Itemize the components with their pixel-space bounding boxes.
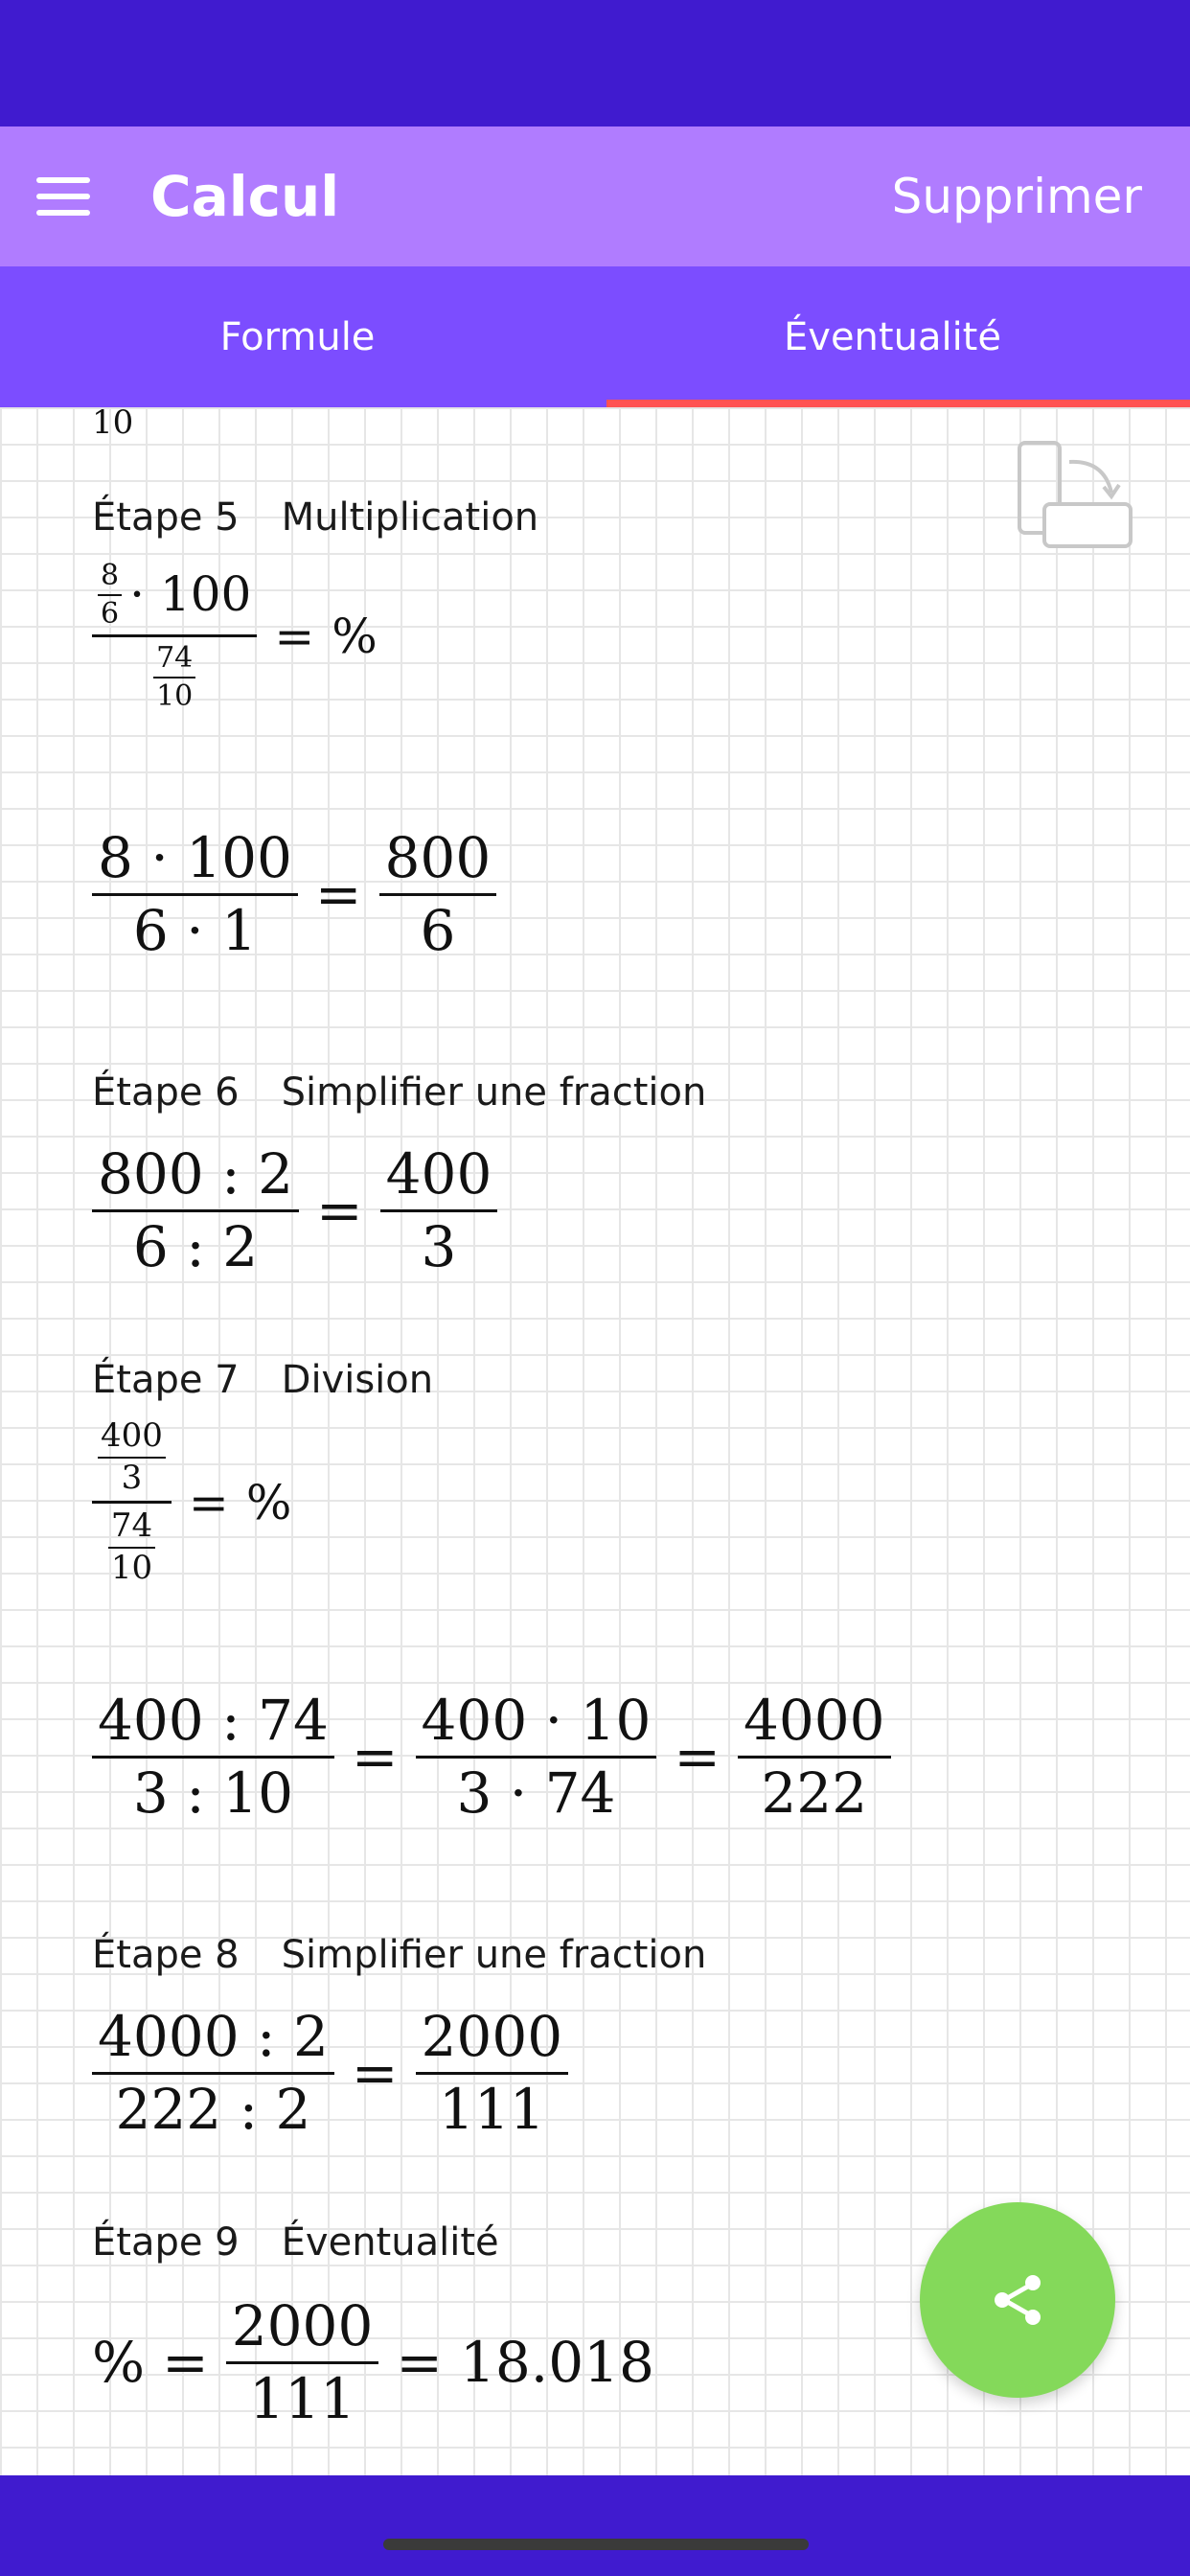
step-5-equation-2 (92, 825, 496, 963)
app-bar (0, 126, 1190, 266)
equals-sign: = (316, 1178, 363, 1244)
step-label: Étape 9 (92, 2220, 240, 2265)
status-bar (0, 0, 1190, 126)
fraction-denominator: 222 : 2 (115, 2076, 311, 2142)
step-7-equation-2 (92, 1688, 891, 1826)
step-7-header (92, 1358, 433, 1402)
tab-bar (0, 266, 1190, 407)
fraction-numerator: 800 : 2 (92, 1145, 299, 1212)
step-title: Division (281, 1358, 434, 1402)
equals-sign: = (396, 2330, 443, 2396)
fraction-numerator: 2000 (416, 2008, 569, 2075)
step-label: Étape 5 (92, 495, 240, 540)
fraction-denominator: 222 (761, 1760, 868, 1826)
step-label: Étape 6 (92, 1070, 240, 1115)
multiplier: · 100 (129, 566, 252, 623)
step-title: Simplifier une fraction (281, 1933, 707, 1977)
step-title: Multiplication (281, 495, 539, 540)
step-title: Simplifier une fraction (281, 1070, 707, 1115)
equals-sign: = (351, 1724, 399, 1790)
fraction-denominator: 3 · 74 (456, 1760, 616, 1826)
percent-symbol: % (92, 2330, 146, 2396)
fraction-denominator: 6 · 1 (132, 897, 258, 963)
fraction-denominator: 3 : 10 (132, 1760, 294, 1826)
equals-sign: = (274, 608, 315, 664)
step-7-equation-1 (92, 1416, 292, 1588)
step-6-equation (92, 1141, 497, 1279)
fraction-numerator: 400 (98, 1419, 166, 1459)
tab-eventualite[interactable]: Éventualité (784, 314, 1001, 359)
equals-sign: = (314, 862, 362, 928)
fraction-denominator: 111 (249, 2365, 355, 2431)
fraction-numerator: 800 (379, 829, 497, 896)
step-8-equation (92, 2004, 568, 2142)
fraction-denominator: 111 (438, 2076, 545, 2142)
fraction-denominator: 10 (110, 1549, 153, 1588)
step-8-header (92, 1933, 706, 1977)
step-5-equation-1 (92, 561, 378, 711)
active-tab-indicator (606, 400, 1190, 407)
equals-sign: = (674, 1724, 721, 1790)
equals-sign: = (162, 2330, 209, 2396)
menu-icon[interactable] (36, 163, 113, 230)
fraction-denominator: 6 (420, 897, 456, 963)
solution-steps[interactable] (0, 407, 1190, 2475)
home-indicator[interactable] (383, 2539, 809, 2550)
fraction-numerator: 400 · 10 (416, 1691, 657, 1759)
fraction-numerator: 74 (153, 643, 195, 678)
step-5-header (92, 495, 538, 540)
delete-button[interactable]: Supprimer (891, 169, 1142, 224)
fraction-numerator: 400 : 74 (92, 1691, 334, 1759)
fraction-numerator: 2000 (226, 2297, 379, 2364)
equals-sign: = (188, 1474, 229, 1530)
fraction-numerator: 400 (380, 1145, 498, 1212)
percent-symbol: % (332, 608, 378, 664)
navigation-bar (0, 2475, 1190, 2576)
share-icon (987, 2269, 1048, 2331)
fraction-denominator: 10 (156, 678, 194, 713)
page-title: Calcul (150, 164, 340, 229)
cut-off-denominator: 10 (92, 407, 134, 442)
step-label: Étape 8 (92, 1933, 240, 1977)
fraction-numerator: 4000 (738, 1691, 891, 1759)
fraction-denominator: 6 (101, 596, 120, 631)
result-value: 18.018 (459, 2330, 654, 2396)
share-button[interactable] (920, 2202, 1115, 2398)
fraction-numerator: 74 (108, 1509, 155, 1549)
step-9-equation (92, 2293, 654, 2431)
tab-formule[interactable]: Formule (219, 314, 376, 359)
fraction-numerator: 8 · 100 (92, 829, 298, 896)
step-6-header (92, 1070, 706, 1115)
step-9-header (92, 2220, 499, 2265)
step-label: Étape 7 (92, 1358, 240, 1402)
percent-symbol: % (245, 1474, 292, 1530)
fraction-denominator: 3 (121, 1458, 143, 1497)
rotate-device-icon[interactable] (1016, 439, 1134, 550)
fraction-numerator: 4000 : 2 (92, 2008, 334, 2075)
equals-sign: = (351, 2040, 399, 2106)
fraction-denominator: 3 (421, 1213, 457, 1279)
fraction-denominator: 6 : 2 (132, 1213, 259, 1279)
fraction-numerator: 8 (98, 561, 122, 596)
step-title: Éventualité (281, 2220, 499, 2265)
